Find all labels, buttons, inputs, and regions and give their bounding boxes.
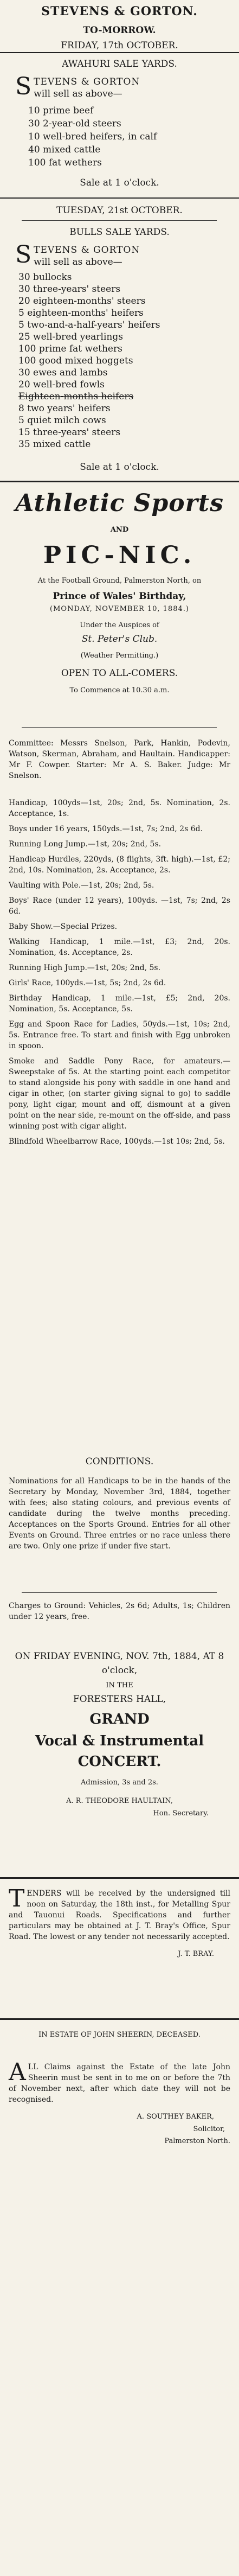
estate-heading-block [0, 2029, 239, 2041]
charges-text: Charges to Ground: Vehicles, 2s 6d; Adults, 1s; Children under 12 years, free. [9, 1602, 230, 1621]
sale-venue-block [0, 225, 239, 240]
list-item: 20 well-bred fowls [18, 379, 105, 390]
sale-intro [0, 73, 239, 100]
list-item: 30 three-years' steers [18, 284, 121, 295]
divider [22, 220, 217, 221]
divider [0, 197, 239, 199]
event-date: (MONDAY, NOVEMBER 10, 1884.) [50, 605, 189, 613]
firm-name: TEVENS & GORTON [34, 76, 140, 87]
list-item: 100 good mixed hoggets [18, 355, 133, 366]
weather-note: (Weather Permitting.) [80, 652, 159, 660]
firm-heading: STEVENS & GORTON. [41, 4, 198, 18]
list-item: 30 bullocks [18, 272, 72, 283]
drop-cap: T [9, 1885, 25, 1912]
sale-time: Sale at 1 o'clock. [80, 462, 159, 473]
list-item: 40 mixed cattle [28, 144, 101, 155]
list-item: 30 2-year-old steers [28, 118, 121, 129]
list-item: 5 quiet milch cows [18, 415, 106, 426]
list-item: 100 fat wethers [28, 157, 102, 168]
concert-title: Vocal & Instrumental CONCERT. [35, 1733, 204, 1770]
conditions-block [0, 1476, 239, 1552]
sale-day: FRIDAY, 17th OCTOBER. [61, 40, 178, 51]
commence-time: To Commence at 10.30 a.m. [69, 686, 170, 694]
divider [0, 52, 239, 53]
sale-venue: AWAHURI SALE YARDS. [62, 59, 177, 69]
concert-evening: ON FRIDAY EVENING, NOV. 7th, 1884, AT 8 o'clock, [15, 1651, 224, 1676]
divider [22, 1592, 217, 1593]
auspices: Under the Auspices of [80, 621, 159, 629]
list-item: 10 prime beef [28, 105, 94, 116]
event-item: Birthday Handicap, 1 mile.—1st, £5; 2nd, 20s. Nomination, 5s. Acceptance, 5s. [9, 994, 230, 1013]
event-item: Vaulting with Pole.—1st, 20s; 2nd, 5s. [9, 881, 154, 890]
events-list [0, 798, 239, 1151]
drop-cap: A [9, 2058, 26, 2086]
conditions-text: Nominations for all Handicaps to be in the hands of the Secretary by Monday, November 3rd, 1884, together with fees; also stating colours, and previous events of candidate during the twelve months preceding. Acceptances on the Sports Ground. Entries for all other Events on Ground. Three entries or no race unless there are two. Only one prize if under five start. [9, 1477, 230, 1551]
in-the: IN THE [106, 1681, 133, 1689]
and-word: AND [110, 526, 129, 534]
list-item-struck: Eighteen-months heifers [18, 391, 134, 402]
secretary-title: Hon. Secretary. [153, 1809, 209, 1818]
sale-time: Sale at 1 o'clock. [80, 177, 159, 188]
estate-signature-title: Solicitor, [193, 2125, 225, 2133]
event-item: Baby Show.—Special Prizes. [9, 922, 118, 931]
event-item: Smoke and Saddle Pony Race, for amateurs.—Sweepstake of 5s. At the starting point each competitor to stand alongside his pony with saddle in one hand and cigar in other, (on starter giving signal to go) to saddle pony, light cigar, mount and off, dismount at a given point on the near side, re-mount on the off-side, and pass winning post with cigar alight. [9, 1057, 230, 1131]
concert-block [0, 1649, 239, 1820]
admission: Admission, 3s and 2s. [81, 1778, 158, 1787]
drop-cap: S [15, 73, 32, 100]
estate-text: LL Claims against the Estate of the late John Sheerin must be sent in to me on or before the 7th of November next, after which date they will not be recognised. [9, 2063, 230, 2104]
sale-time-block [0, 460, 239, 474]
athletic-sports-header [0, 488, 239, 571]
firm-name: TEVENS & GORTON [34, 245, 140, 256]
event-item: Running High Jump.—1st, 20s; 2nd, 5s. [9, 964, 161, 972]
list-item: 5 eighteen-months' heifers [18, 308, 144, 318]
event-occasion: Prince of Wales' Birthday, [53, 591, 186, 602]
committee-block [0, 738, 239, 781]
event-item: Walking Handicap, 1 mile.—1st, £3; 2nd, 20s. Nomination, 4s. Acceptance, 2s. [9, 938, 230, 957]
sale-items-list [0, 104, 239, 169]
conditions-heading: CONDITIONS. [85, 1456, 154, 1467]
list-item: 15 three-years' steers [18, 427, 121, 438]
list-item: 30 ewes and lambs [18, 367, 108, 378]
event-item: Blindfold Wheelbarrow Race, 100yds.—1st 10s; 2nd, 5s. [9, 1137, 225, 1146]
list-item: 25 well-bred yearlings [18, 331, 123, 342]
committee-text: Committee: Messrs Snelson, Park, Hankin, Podevin, Watson, Skerman, Abraham, and Haultain. Handicapper: Mr F. Cowper. Starter: Mr A. S. Baker. Judge: Mr Snelson. [9, 739, 230, 780]
sell-line: will sell as above— [34, 88, 122, 99]
stevens-gorton-ad-1 [0, 3, 239, 53]
sale-venue: BULLS SALE YARDS. [69, 227, 170, 238]
stevens-gorton-ad-2 [0, 203, 239, 218]
secretary-name: A. R. THEODORE HAULTAIN, [66, 1797, 173, 1805]
conditions-heading-block [0, 1454, 239, 1469]
hall-name: FORESTERS HALL, [73, 1694, 166, 1705]
sale-time-block [0, 176, 239, 190]
sale-items-list [0, 271, 239, 450]
estate-signature: A. SOUTHEY BAKER, [137, 2113, 214, 2121]
event-item: Boys under 16 years, 150yds.—1st, 7s; 2nd, 2s 6d. [9, 825, 203, 833]
title-picnic: PIC-NIC. [43, 541, 196, 569]
tenders-signature: J. T. BRAY. [178, 1950, 214, 1958]
event-item: Girls' Race, 100yds.—1st, 5s; 2nd, 2s 6d. [9, 979, 166, 987]
estate-signature-place: Palmerston North. [164, 2137, 230, 2145]
title-athletic-sports: Athletic Sports [15, 489, 224, 517]
sale-intro [0, 241, 239, 269]
event-location: At the Football Ground, Palmerston North, on [37, 577, 202, 585]
list-item: 5 two-and-a-half-years' heifers [18, 320, 160, 330]
list-item: 35 mixed cattle [18, 439, 91, 450]
event-item: Handicap, 100yds—1st, 20s; 2nd, 5s. Nomination, 2s. Acceptance, 1s. [9, 799, 230, 818]
event-details [0, 575, 239, 697]
list-item: 8 two years' heifers [18, 403, 111, 414]
sell-line: will sell as above— [34, 257, 122, 267]
estate-heading: IN ESTATE OF JOHN SHEERIN, DECEASED. [38, 2031, 201, 2039]
event-item: Running Long Jump.—1st, 20s; 2nd, 5s. [9, 840, 162, 849]
list-item: 20 eighteen-months' steers [18, 296, 146, 307]
divider [0, 1877, 239, 1879]
grand-word: GRAND [89, 1711, 150, 1727]
divider [0, 2018, 239, 2020]
divider [22, 727, 217, 728]
open-to-all: OPEN TO ALL-COMERS. [61, 668, 178, 679]
event-item: Boys' Race (under 12 years), 100yds. —1st, 7s; 2nd, 2s 6d. [9, 896, 230, 916]
charges-block [0, 1601, 239, 1622]
tenders-text: ENDERS will be received by the undersigned till noon on Saturday, the 18th inst., for Metalling Spur and Tauonui Roads. Specifications and further particulars may be obtained at J. T. Bray's Office, Spur Road. The lowest or any tender not necessarily accepted. [9, 1889, 230, 1941]
tenders-ad [0, 1885, 239, 1961]
list-item: 10 well-bred heifers, in calf [28, 131, 157, 142]
list-item: 100 prime fat wethers [18, 343, 122, 354]
sale-venue-block [0, 56, 239, 72]
divider [0, 481, 239, 482]
sale-day: TUESDAY, 21st OCTOBER. [56, 205, 183, 216]
event-item: Egg and Spoon Race for Ladies, 50yds.—1st, 10s; 2nd, 5s. Entrance free. To start and finish with Egg unbroken in spoon. [9, 1020, 230, 1050]
sale-when: TO-MORROW. [83, 25, 156, 36]
event-item: Handicap Hurdles, 220yds, (8 flights, 3ft. high).—1st, £2; 2nd, 10s. Nomination, 2s. Acceptance, 2s. [9, 855, 230, 875]
drop-cap: S [15, 241, 32, 269]
estate-ad [0, 2058, 239, 2147]
club-name: St. Peter's Club. [81, 634, 158, 645]
